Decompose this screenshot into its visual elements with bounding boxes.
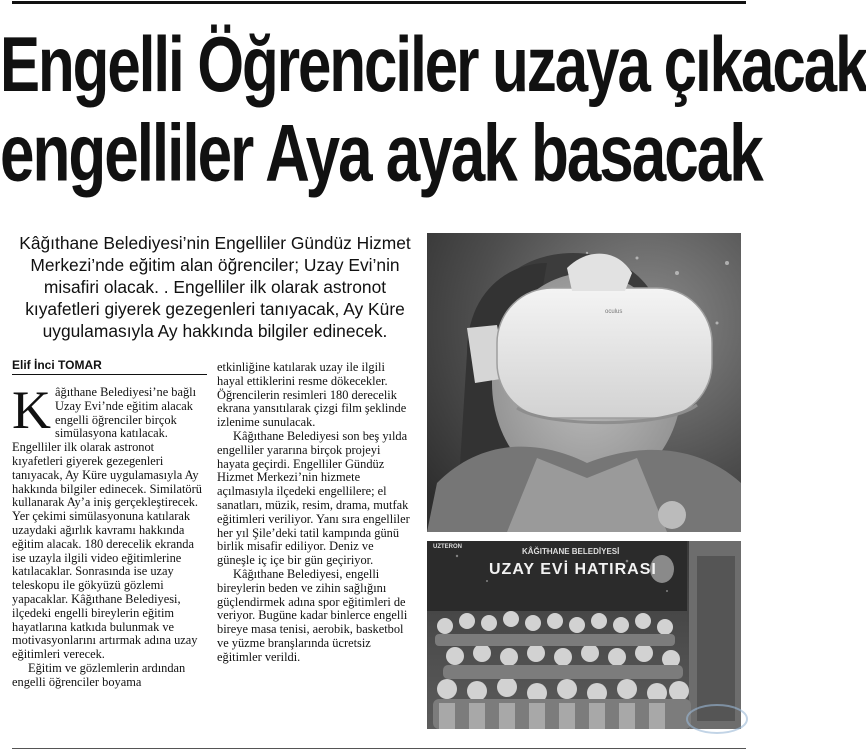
body-paragraph: Eğitim ve gözlemlerin ardından engelli öğrenciler boyama [12,660,186,689]
bottom-rule [12,748,746,749]
banner-title: UZAY EVİ HATIRASI [489,561,657,578]
headset-brand-label: oculus [605,309,623,315]
lead-paragraph: Kâğıthane Belediyesi’nin Engelliler Gündüz Hizmet Merkezi’nde eğitim alan öğrenciler; Uzay Evi’nin misafiri olacak. . Engelliler ilk olarak astronot kıyafetleri giyerek gezegenleri tanıyacak, Ay Küre uygulamasıyla Ay hakkında bilgiler edinecek. [19,233,411,341]
article-column-2 [217,361,414,665]
article-column-1 [12,380,208,690]
byline: Elif İnci TOMAR [12,358,207,375]
group-photo [427,541,741,729]
headline-line-2: engelliler Aya ayak basacak [0,108,762,199]
body-paragraph: etkinliğine katılarak uzay ile ilgili hayal ettiklerini resme dökecekler. Öğrencilerin resimleri 180 derecelik ekrana yansıtılarak çizgi film şeklinde izlenime sunulacak. [217,360,407,430]
vr-headset-illustration [427,233,741,532]
logo-text: UZTERON [433,544,462,550]
vr-headset-photo [427,233,741,532]
municipality-name: KÂĞITHANE BELEDİYESİ [522,547,620,556]
body-paragraph: Kâğıthane Belediyesi son beş yılda engelliler yararına birçok projeyi hayata geçirdi. Engelliler Gündüz Hizmet Merkezi’nin hizmete açılmasıyla ilçedeki engellilere; el sanatları, müzik, resim, drama, mutfak eğitimleri veriliyor. Yanı sıra engelliler her yıl Şile’deki tatil kampında günü birlik misafir ediliyor. Deniz ve güneşle iç içe bir gün geçiriyor. [217,428,410,568]
headline-line-1: Engelli Öğrenciler uzaya çıkacak [0,20,866,108]
body-paragraph: Kâğıthane Belediyesi, engelli bireylerin beden ve zihin sağlığını güçlendirmek adına spor eğitimleri de veriyor. Bugüne kadar binlerce engelli bireye masa tenisi, aerobik, basketbol ve yüzme branşlarında ücretsiz eğitimler verildi. [217,566,408,664]
drop-cap: K [12,380,51,440]
body-text: âğıthane Belediyesi’ne bağlı Uzay Evi’nde eğitim alacak engelli öğrenciler birçok simülasyona katılacak. Engelliler ilk olarak astronot kıyafetleri giyerek gezegenleri tanıyacak, Ay Küre uygulamasıyla Ay hakkında bilgiler edinecek. Similatörü kullanarak Ay’a iniş gerçekleştirecek. Yer çekimi simülasyonuna katılarak uzaydaki ağırlık kavramı hakkında eğitim alacak. 180 derecelik ekranda ise uzayla ilgili video eğitimlerine katılacaklar. Sonrasında ise uzay teleskopu ile gökyüzü gözlemi yapacaklar. Kâğıthane Belediyesi, ilçedeki engelli bireylerin eğitim hayatlarına katkıda bulunmak ve motivasyonlarını artırmak adına uzay eğitimleri verecek. [12,385,202,662]
top-rule [12,1,746,4]
body-paragraph [12,380,208,662]
